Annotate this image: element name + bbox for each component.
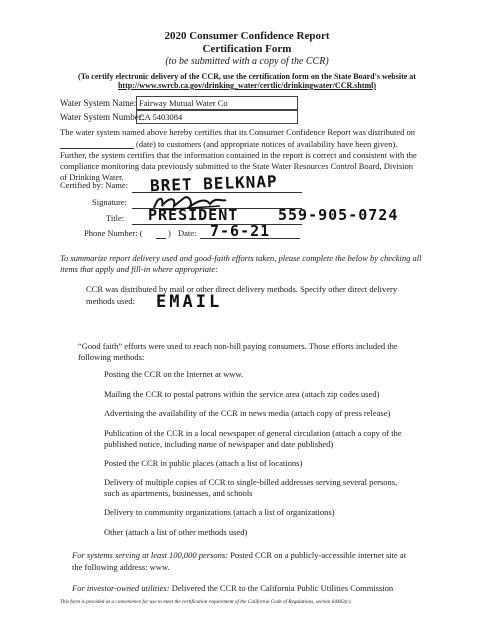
good-faith-item-other[interactable]: Other (attach a list of other methods used) [104, 527, 248, 537]
good-faith-item-internet[interactable]: Posting the CCR on the Internet at www. [104, 369, 244, 379]
area-code-field[interactable] [156, 238, 166, 239]
delivery-methods-field[interactable]: EMAIL [156, 292, 223, 312]
date-field[interactable]: 7-6-21 [210, 222, 271, 240]
cert-text-line-3: Further, the system certifies that the information contained in the report is correct and consistent with the [60, 150, 417, 160]
phone-paren: ) [168, 228, 171, 238]
water-system-number-label: Water System Number: [60, 112, 145, 122]
large-systems-line [72, 550, 406, 560]
large-systems-label: For systems serving at least 100,000 persons: [72, 550, 229, 560]
instruction-line-1: (To certify electronic delivery of the CCR, use the certification form on the State Board's website at [78, 72, 416, 81]
phone-number-field[interactable]: 559-905-0724 [278, 206, 399, 224]
form-note: (to be submitted with a copy of the CCR) [165, 56, 329, 67]
investor-line [72, 583, 393, 593]
phone-number-label: Phone Number: ( [84, 228, 143, 238]
footer-note: This form is provided as a convenience for use to meet the certification requirement of the California Code of Regulations, section 64483(c). [60, 599, 352, 605]
good-faith-item-multiple-copies[interactable]: Delivery of multiple copies of CCR to single-billed addresses serving several persons, [104, 477, 398, 487]
water-system-name-field[interactable]: Fairway Mutual Water Co [136, 96, 298, 110]
distribution-line-1: CCR was distributed by mail or other direct delivery methods. Specify other direct delivery [86, 284, 398, 294]
good-faith-item-multiple-copies-cont: such as apartments, businesses, and schools [104, 488, 253, 498]
good-faith-item-advertising[interactable]: Advertising the availability of the CCR in news media (attach copy of press release) [104, 408, 391, 418]
summary-line-1: To summarize report delivery used and good-faith efforts taken, please complete the below by checking all [60, 253, 422, 263]
date-label: Date: [178, 228, 197, 238]
certified-by-label: Certified by: Name: [60, 180, 128, 190]
cert-text-line-5: of Drinking Water. [60, 172, 124, 182]
good-faith-line-2: following methods: [78, 352, 145, 362]
large-systems-address[interactable]: the following address: www. [72, 562, 170, 572]
certified-by-name-field[interactable]: BRET BELKNAP [149, 171, 278, 196]
cert-text-line-4: compliance monitoring data previously submitted to the State Water Resources Control Board, Division [60, 161, 414, 171]
form-subtitle: Certification Form [202, 43, 292, 55]
form-title: 2020 Consumer Confidence Report [164, 30, 330, 42]
instruction-link[interactable]: http://www.swrcb.ca.gov/drinking_water/certlic/drinkingwater/CCR.shtml) [117, 81, 377, 90]
good-faith-item-publication-cont: published notice, including name of newspaper and date published) [104, 439, 334, 449]
good-faith-item-community[interactable]: Delivery to community organizations (attach a list of organizations) [104, 507, 335, 517]
water-system-number-field[interactable]: CA 5403084 [136, 110, 298, 124]
cert-text-line-2: (date) to customers (and appropriate notices of availability have been given). [136, 139, 398, 149]
investor-text: Delivered the CCR to the California Public Utilities Commission [171, 583, 394, 593]
summary-line-2: items that apply and fill-in where appropriate: [60, 264, 219, 274]
good-faith-item-mailing[interactable]: Mailing the CCR to postal patrons within the service area (attach zip codes used) [104, 389, 380, 399]
distribution-line-2: methods used: [86, 296, 135, 306]
large-systems-text: Posted CCR on a publicly-accessible internet site at [230, 550, 407, 560]
title-label: Title: [106, 213, 125, 223]
cert-text-line-1: The water system named above hereby certifies that its Consumer Confidence Report was distributed on [60, 127, 416, 137]
good-faith-line-1: “Good faith” efforts were used to reach non-bill paying consumers. Those efforts included the [78, 341, 398, 351]
investor-label: For investor-owned utilities: [72, 583, 170, 593]
distribution-date-field[interactable] [60, 148, 134, 149]
signature-label: Signature: [92, 197, 127, 207]
title-field[interactable]: PRESIDENT [148, 206, 239, 224]
good-faith-item-public-places[interactable]: Posted the CCR in public places (attach a list of locations) [104, 458, 303, 468]
water-system-name-label: Water System Name: [60, 98, 137, 108]
good-faith-item-publication[interactable]: Publication of the CCR in a local newspaper of general circulation (attach a copy of the [104, 428, 402, 438]
